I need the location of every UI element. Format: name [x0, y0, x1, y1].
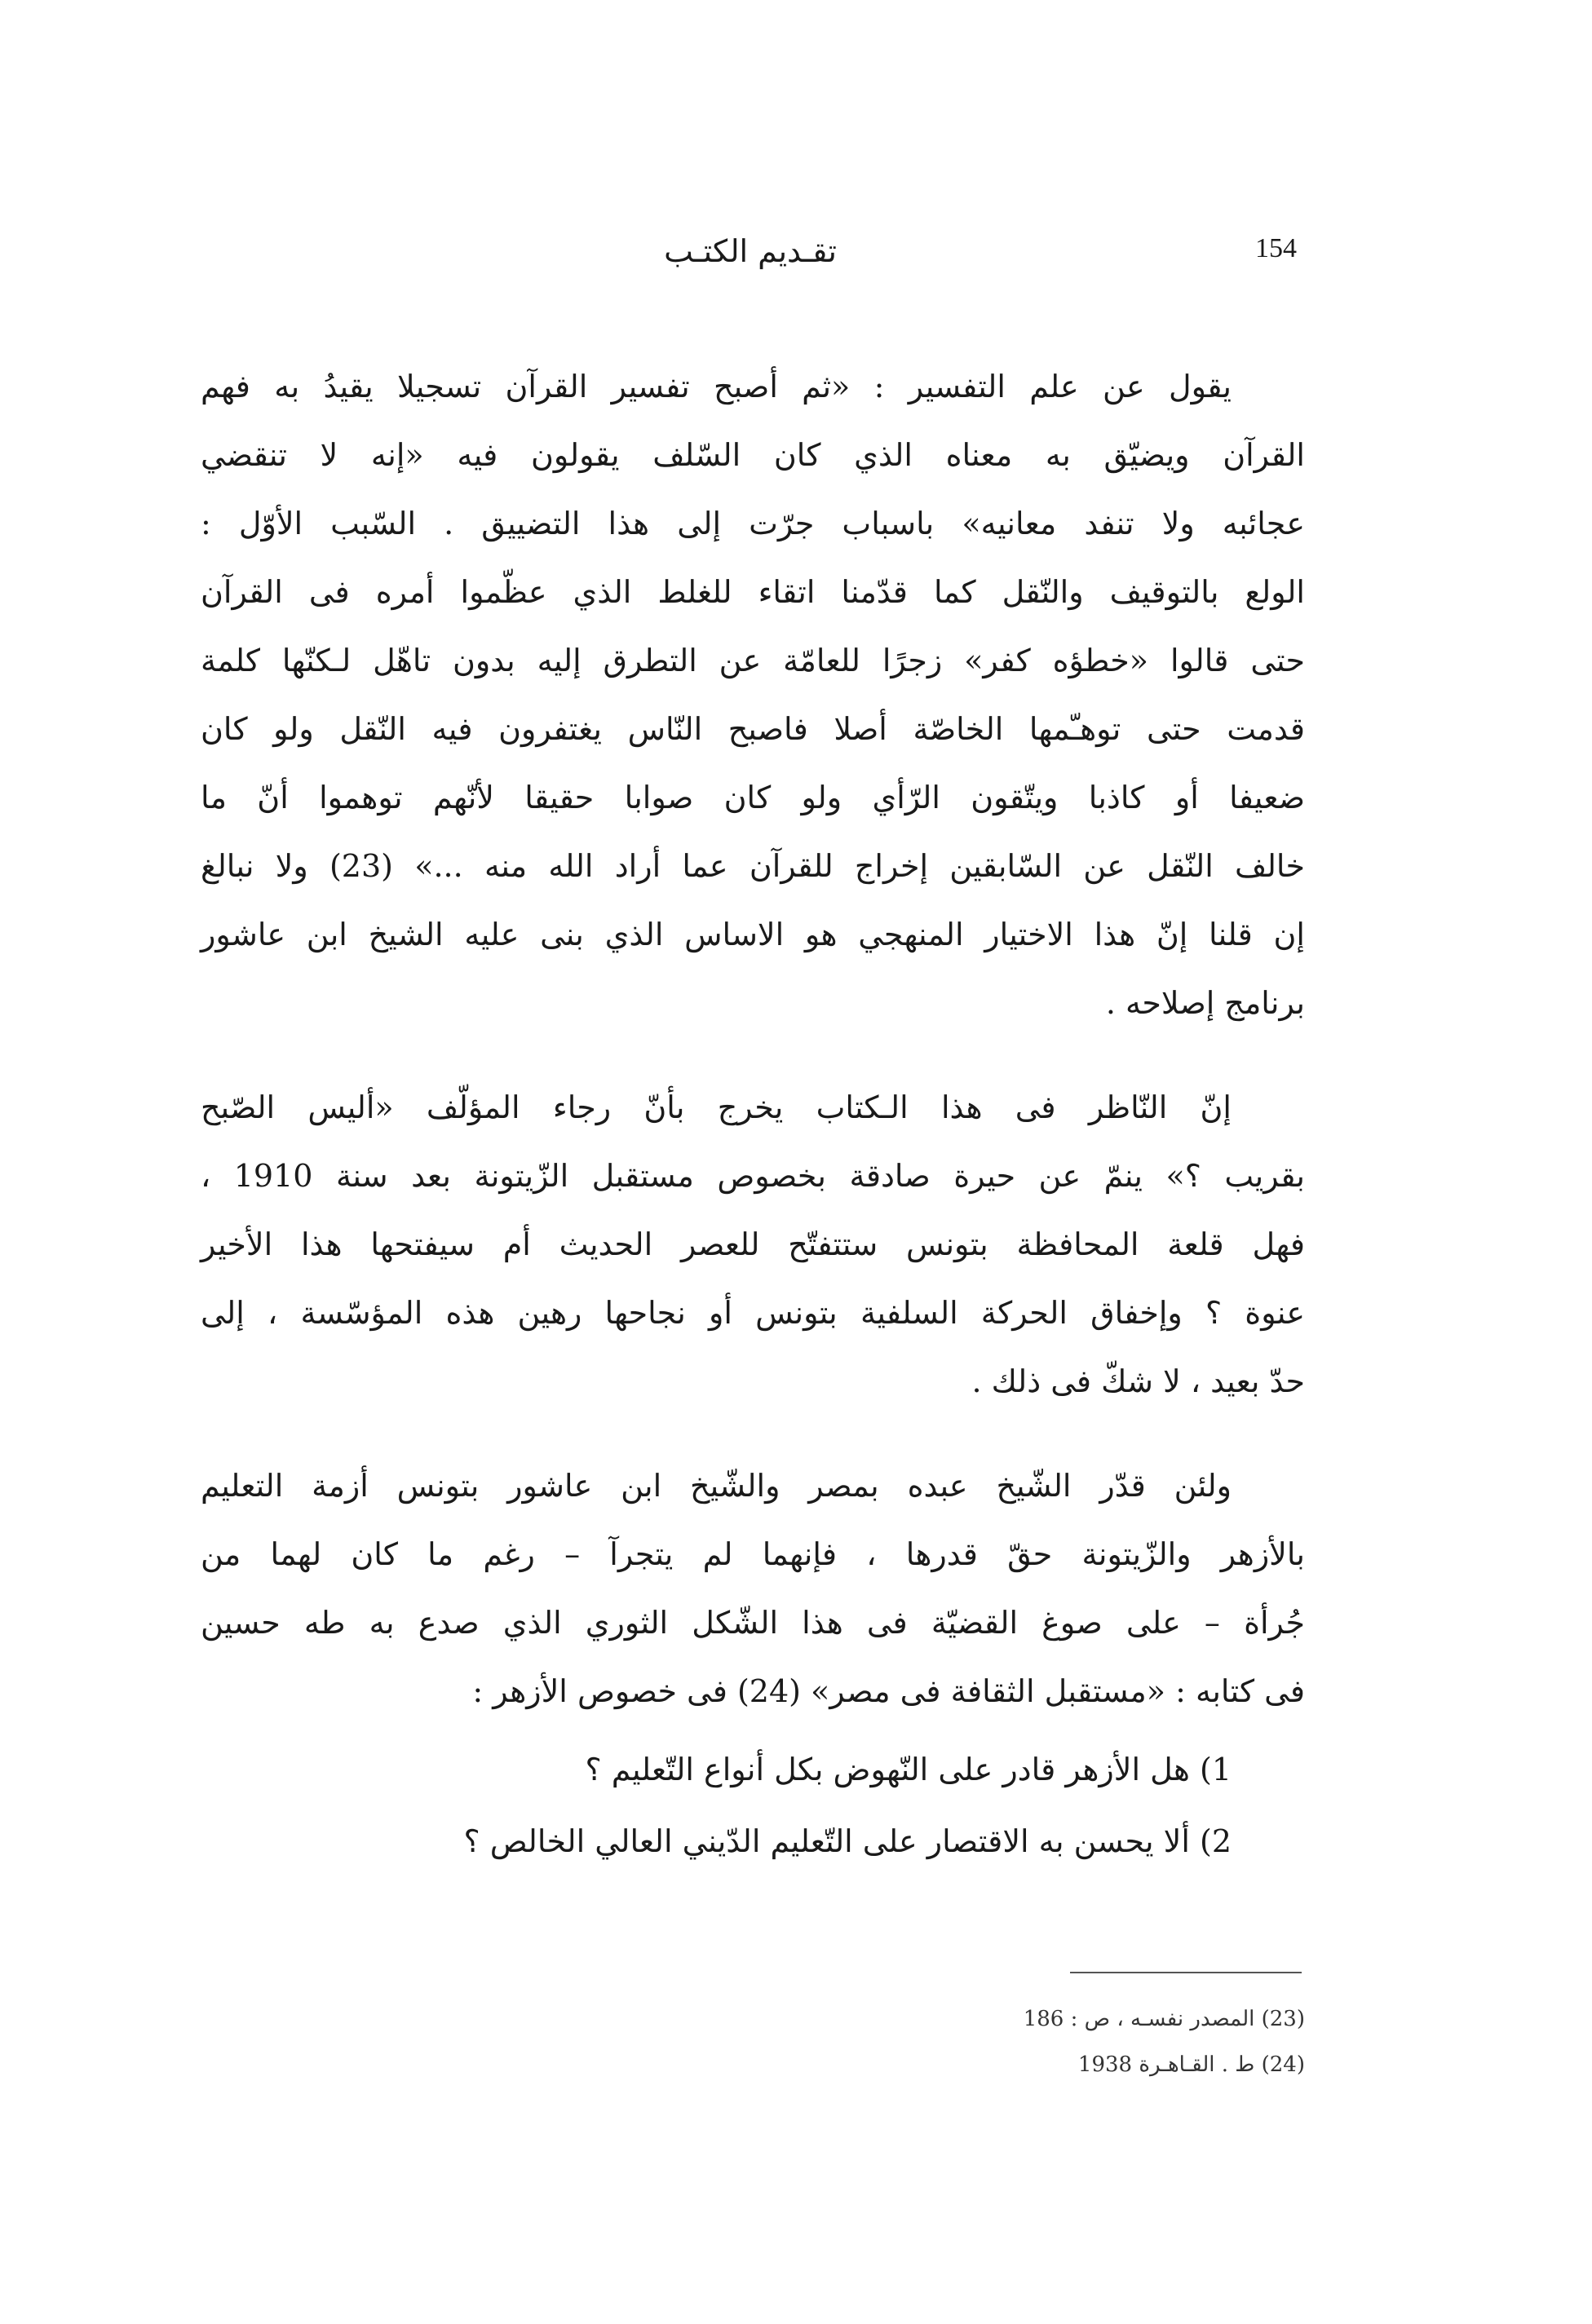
text-line: قدمت حتى توهـّمها الخاصّة أصلا فاصبح النّاس يغتفرون فيه النّقل ولو كان — [201, 711, 1305, 747]
text-line: حدّ بعيد ، لا شكّ فى ذلك . — [971, 1363, 1305, 1399]
text-line: يقول عن علم التفسير : «ثم أصبح تفسير القرآن تسجيلا يقيدُ به فهم — [201, 369, 1232, 404]
text-line: عجائبه ولا تنفد معانيه» باسباب جرّت إلى هذا التضييق . السّبب الأوّل : — [201, 506, 1305, 541]
text-line: بالأزهر والزّيتونة حقّ قدرها ، فإنهما لم يتجرآ – رغم ما كان لهما من — [201, 1536, 1305, 1572]
text-line: فى كتابه : «مستقبل الثقافة فى مصر» (24) فى خصوص الأزهر : — [472, 1673, 1305, 1709]
list-item: 1) هل الأزهر قادر على النّهوض بكل أنواع التّعليم ؟ — [585, 1752, 1232, 1787]
footnote-23: (23) المصدر نفسـه ، ص : 186 — [1023, 2007, 1305, 2031]
text-line: ضعيفا أو كاذبا ويتّقون الرّأي ولو كان صوابا حقيقا لأنّهم توهموا أنّ ما — [201, 780, 1305, 815]
list-item: 2) ألا يحسن به الاقتصار على التّعليم الدّيني العالي الخالص ؟ — [463, 1823, 1232, 1859]
body-text — [201, 352, 1305, 1877]
paragraph-1 — [201, 352, 1305, 1037]
footnotes — [816, 1996, 1305, 2088]
page-number: 154 — [1255, 233, 1297, 263]
text-line: حتى قالوا «خطؤه كفر» زجرًا للعامّة عن التطرق إليه بدون تاهّل لـكنّها كلمة — [201, 643, 1305, 678]
text-line: إنّ النّاظر فى هذا الـكتاب يخرج بأنّ رجاء المؤلّف «أليس الصّبح — [201, 1089, 1232, 1125]
text-line: جُرأة – على صوغ القضيّة فى هذا الشّكل الثوري الذي صدع به طه حسين — [201, 1605, 1305, 1641]
running-title: تقـديم الكتـب — [664, 233, 837, 269]
paragraph-2 — [201, 1073, 1305, 1416]
text-line: الولع بالتوقيف والنّقل كما قدّمنا اتقاء للغلط الذي عظّموا أمره فى القرآن — [201, 574, 1305, 610]
footnote-24: (24) ط . القـاهـرة 1938 — [1077, 2052, 1305, 2077]
text-line: القرآن ويضيّق به معناه الذي كان السّلف يقولون فيه «إنه لا تنقضي — [201, 437, 1305, 473]
question-list — [201, 1734, 1305, 1877]
text-line: فهل قلعة المحافظة بتونس ستتفتّح للعصر الحديث أم سيفتحها هذا الأخير — [201, 1226, 1305, 1262]
text-line: عنوة ؟ وإخفاق الحركة السلفية بتونس أو نجاحها رهين هذه المؤسّسة ، إلى — [201, 1295, 1305, 1331]
text-line: ولئن قدّر الشّيخ عبده بمصر والشّيخ ابن عاشور بتونس أزمة التعليم — [201, 1468, 1232, 1504]
text-line: خالف النّقل عن السّابقين إخراج للقرآن عما أراد الله منه ...» (23) ولا نبالغ — [201, 848, 1305, 884]
paragraph-3 — [201, 1451, 1305, 1725]
text-line: إن قلنا إنّ هذا الاختيار المنهجي هو الاساس الذي بنى عليه الشيخ ابن عاشور — [201, 917, 1305, 952]
page-header — [204, 233, 1297, 290]
footnote-divider — [1070, 1972, 1302, 1973]
text-line: برنامج إصلاحه . — [1105, 985, 1305, 1021]
text-line: بقريب ؟» ينمّ عن حيرة صادقة بخصوص مستقبل الزّيتونة بعد سنة 1910 ، — [201, 1158, 1306, 1194]
